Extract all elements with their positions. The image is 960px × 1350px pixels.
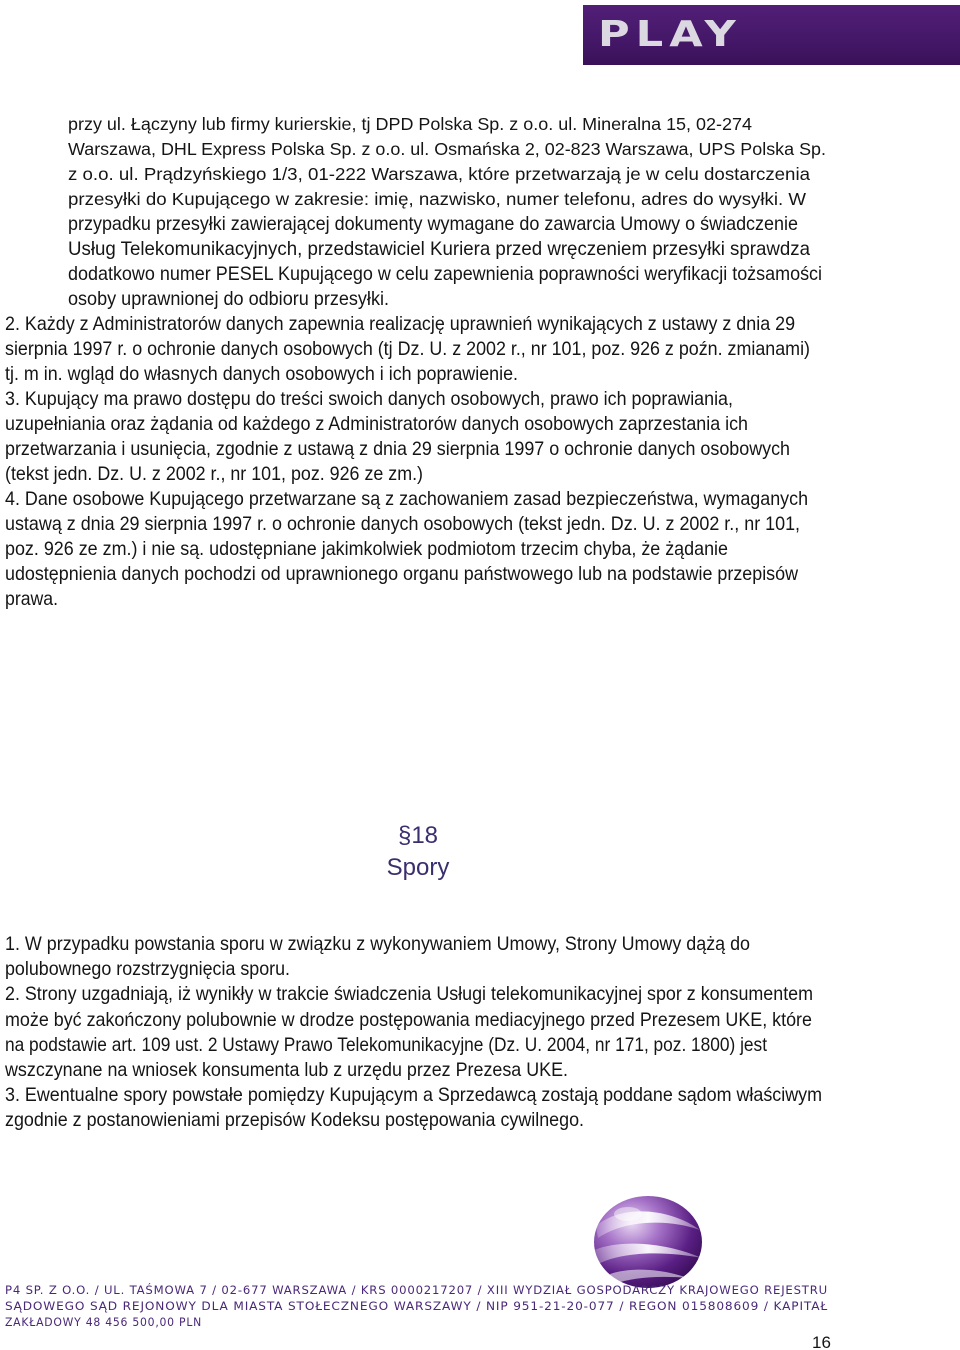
footer-line-text: SĄDOWEGO SĄD REJONOWY DLA MIASTA STOŁECZNEGO WARSZAWY / NIP 951-21-20-077 / REGON 015808609 / KAPITAŁ: [5, 1299, 829, 1313]
body-line: [0, 112, 960, 137]
section-line-text: wszczynane na wniosek konsumenta lub z urzędu przez Prezesa UKE.: [5, 1058, 568, 1081]
section-number: §18: [397, 822, 439, 849]
section-line: [0, 932, 960, 957]
body-line-text: 3. Kupujący ma prawo dostępu do treści swoich danych osobowych, prawo ich poprawiania,: [5, 388, 733, 410]
body-line: [0, 387, 960, 412]
body-line-text: przypadku przesyłki zawierającej dokumenty wymagane do zawarcia Umowy o świadczenie: [68, 213, 798, 235]
body-line-text: sierpnia 1997 r. o ochronie danych osobowych (tj Dz. U. z 2002 r., nr 101, poz. 926 z poźn. zmianami): [5, 338, 811, 360]
body-line: [0, 262, 960, 287]
section-line-text: polubownego rozstrzygnięcia sporu.: [5, 958, 291, 981]
body-line-text: 2. Każdy z Administratorów danych zapewnia realizację uprawnień wynikających z ustawy z dnia 29: [5, 313, 796, 335]
body-line: [0, 487, 960, 512]
body-line: [0, 337, 960, 362]
section-line: [0, 1108, 960, 1133]
body-line: [0, 437, 960, 462]
section-line: [0, 1058, 960, 1083]
body-line-text: uzupełniania oraz żądania od każdego z Administratorów danych osobowych zaprzestania ich: [5, 413, 749, 435]
section-heading: [318, 820, 518, 884]
section-line-text: 1. W przypadku powstania sporu w związku z wykonywaniem Umowy, Strony Umowy dążą do: [5, 933, 751, 955]
body-line-text: ustawą z dnia 29 sierpnia 1997 r. o ochronie danych osobowych (tekst jedn. Dz. U. z 2002 r., nr 101,: [5, 513, 801, 535]
body-line: [0, 562, 960, 587]
section-line-text: na podstawie art. 109 ust. 2 Ustawy Prawo Telekomunikacyjne (Dz. U. 2004, nr 171, poz. 1800) jest: [5, 1033, 767, 1056]
body-line: [0, 462, 960, 487]
body-line-text: 4. Dane osobowe Kupującego przetwarzane są z zachowaniem zasad bezpieczeństwa, wymaganych: [5, 488, 809, 510]
section-title: Spory: [386, 854, 450, 881]
body-line: [0, 287, 960, 312]
section-line-text: 3. Ewentualne spory powstałe pomiędzy Kupującym a Sprzedawcą zostają poddane sądom właściwym: [5, 1084, 823, 1107]
body-line-text: przesyłki do Kupującego w zakresie: imię, nazwisko, numer telefonu, adres do wysyłki. W: [68, 189, 807, 209]
body-line-text: dodatkowo numer PESEL Kupującego w celu zapewnienia poprawności weryfikacji tożsamości: [68, 263, 823, 285]
section-line: [0, 1083, 960, 1108]
section-line-text: może być zakończony polubownie w drodze postępowania mediacyjnego przed Prezesem UKE, które: [5, 1008, 812, 1031]
footer-line-text: P4 SP. Z O.O. / UL. TAŚMOWA 7 / 02-677 WARSZAWA / KRS 0000217207 / XIII WYDZIAŁ GOSPODARCZY KRAJOWEGO REJESTRU: [5, 1283, 828, 1297]
body-line: [0, 412, 960, 437]
body-text: [0, 112, 960, 612]
section-line: [0, 957, 960, 982]
section-text: [0, 932, 960, 1134]
body-line: [0, 137, 960, 162]
section-line: [0, 1033, 960, 1058]
body-line: [0, 187, 960, 212]
footer-line: [5, 1314, 905, 1330]
section-line-text: 2. Strony uzgadniają, iż wynikły w trakcie świadczenia Usługi telekomunikacyjnej spor z konsumentem: [5, 983, 814, 1006]
body-line: [0, 237, 960, 262]
company-footer: [5, 1282, 905, 1330]
play-sphere-logo-icon: [588, 1190, 706, 1292]
section-line: [0, 1008, 960, 1033]
section-line: [0, 982, 960, 1007]
footer-line: [5, 1282, 905, 1298]
play-logo-text: PLAY: [598, 14, 742, 55]
body-line: [0, 537, 960, 562]
play-logo-banner: [583, 5, 960, 65]
body-line: [0, 362, 960, 387]
footer-line-text: ZAKŁADOWY 48 456 500,00 PLN: [5, 1315, 202, 1329]
body-line-text: tj. m in. wgląd do własnych danych osobowych i ich poprawienie.: [5, 363, 518, 385]
body-line-text: Usług Telekomunikacyjnych, przedstawiciel Kuriera przed wręczeniem przesyłki sprawdza: [68, 238, 811, 260]
page-number: 16: [812, 1333, 831, 1350]
body-line: [0, 512, 960, 537]
body-line-text: (tekst jedn. Dz. U. z 2002 r., nr 101, poz. 926 ze zm.): [5, 463, 424, 485]
section-line-text: zgodnie z postanowieniami przepisów Kodeksu postępowania cywilnego.: [5, 1109, 585, 1132]
body-line-text: z o.o. ul. Prądzyńskiego 1/3, 01-222 Warszawa, które przetwarzają je w celu dostarczenia: [68, 164, 811, 184]
body-line-text: przetwarzania i usunięcia, zgodnie z ustawą z dnia 29 sierpnia 1997 o ochronie danych osobowych: [5, 438, 790, 460]
body-line-text: poz. 926 ze zm.) i nie są. udostępniane jakimkolwiek podmiotom trzecim chyba, że żądanie: [5, 538, 728, 560]
body-line-text: prawa.: [5, 588, 59, 610]
body-line: [0, 162, 960, 187]
body-line-text: osoby uprawnionej do odbioru przesyłki.: [68, 288, 389, 310]
body-line: [0, 212, 960, 237]
body-line-text: udostępnienia danych pochodzi od uprawnionego organu państwowego lub na podstawie przepisów: [5, 563, 799, 585]
body-line-text: Warszawa, DHL Express Polska Sp. z o.o. ul. Osmańska 2, 02-823 Warszawa, UPS Polska Sp.: [68, 139, 826, 159]
footer-line: [5, 1298, 905, 1314]
body-line: [0, 312, 960, 337]
body-line-text: przy ul. Łączyny lub firmy kurierskie, tj DPD Polska Sp. z o.o. ul. Mineralna 15, 02-274: [68, 114, 752, 134]
body-line: [0, 587, 960, 612]
